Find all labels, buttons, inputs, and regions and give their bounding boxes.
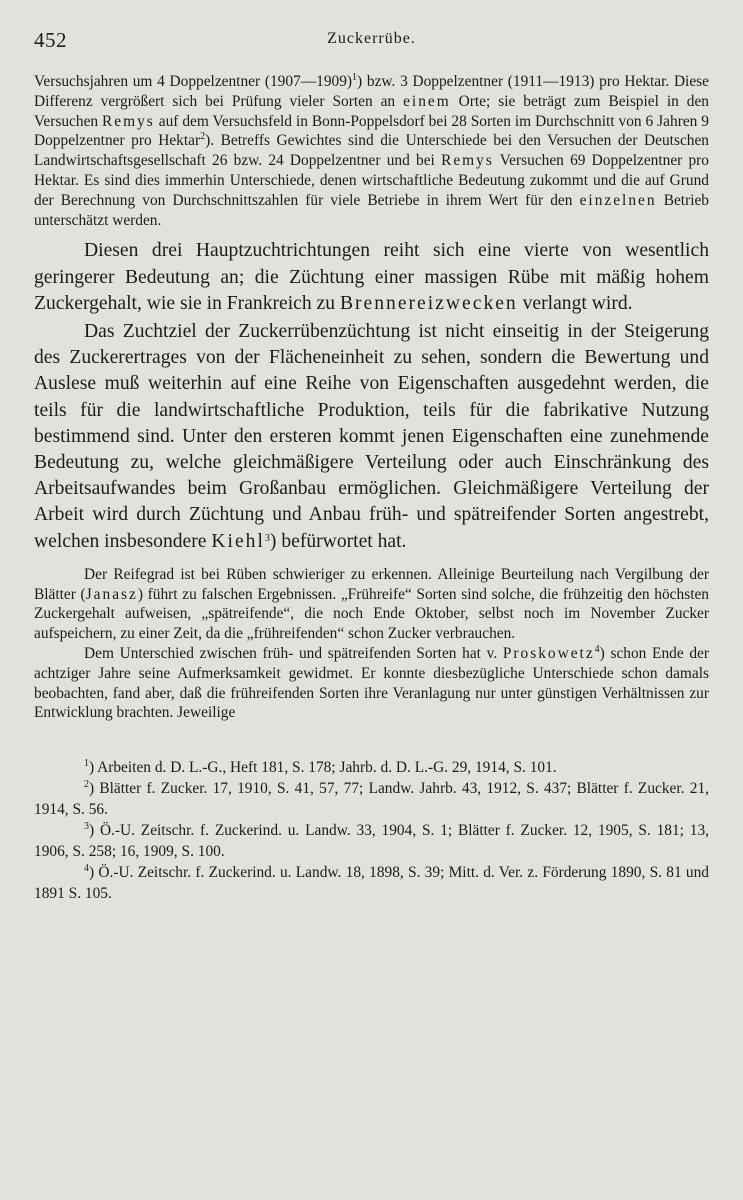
running-title: Zuckerrübe. xyxy=(327,30,416,47)
footnote-text: ) Arbeiten d. D. L.-G., Heft 181, S. 178; Jahrb. d. D. L.-G. 29, 1914, S. 101. xyxy=(89,759,557,777)
footnote-mark: 2 xyxy=(84,779,89,791)
footnote-ref-2: 2 xyxy=(200,131,206,143)
spaced-name-janasz: Janasz xyxy=(85,585,138,603)
paragraph-breeding-goal xyxy=(34,319,709,555)
paragraph-proskowetz xyxy=(34,644,709,723)
spaced-name-proskowetz: Proskowetz xyxy=(502,645,595,662)
text-run: ) befürwortet hat. xyxy=(269,530,407,552)
text-run: Das Zuchtziel der Zuckerrübenzüchtung ist nicht einseitig in der Steigerung des Zuckerertrages von der Flächeneinheit zu sehen, sondern die Bewertung und Auslese muß weiterhin auf eine Reihe von Eigenschaften ausgedehnt werden, die teils für die landwirtschaftliche Produktion, teils für die fabrikative Nutzung bestimmend sind. Unter den ersteren kommt jenen Eigenschaften eine zunehmende Bedeutung zu, welche gleichmäßigere Verteilung oder auch Einschränkung des Arbeitsaufwandes beim Großanbau ermöglichen. Gleichmäßigere Verteilung der Arbeit wird durch Züchtung und Anbau früh- und spätreifender Sorten angestrebt, welchen insbesondere xyxy=(34,320,709,552)
footnote-ref-1: 1 xyxy=(352,72,358,83)
footnote-ref-3: 3 xyxy=(264,532,270,544)
text-run: ). Betreffs Gewichtes sind die Unterschiede bei den Versuchen der Deutschen Landwirtschaftsgesellschaft 26 bzw. 24 Doppelzentner und bei xyxy=(34,132,710,170)
paragraph-ripeness xyxy=(34,565,709,644)
text-run: Der Reifegrad ist bei Rüben schwieriger zu erkennen. Alleinige Beurteilung nach Vergilbung der Blätter ( xyxy=(34,565,709,603)
footnote-1 xyxy=(34,757,709,778)
text-run: verlangt wird. xyxy=(517,292,633,314)
spaced-emphasis: einzelnen xyxy=(579,191,657,209)
spaced-name-kiehl: Kiehl xyxy=(211,530,265,552)
footnote-mark: 1 xyxy=(84,758,89,770)
text-run: Betrieb unterschätzt werden. xyxy=(34,191,709,229)
text-run: auf dem Versuchsfeld in Bonn-Poppelsdorf bei 28 Sorten im Durchschnitt von 6 Jahren 9 Doppelzentner pro Hektar xyxy=(34,112,709,150)
text-run: Versuchen 69 Doppelzentner pro Hektar. Es sind dies immerhin Unterschiede, denen wirtschaftliche Bedeutung zukommt und die auf Grund der Berechnung von Durchschnittszahlen für viele Betriebe in ihrem Wert für den xyxy=(34,152,710,209)
text-run: ) führt zu falschen Ergebnissen. „Frühreife“ Sorten sind solche, die frühzeitig den höchsten Zuckergehalt aufweisen, „spätreifende“, die noch Ende Oktober, selbst noch im November Zucker aufspeichern, zu einer Zeit, da die „frühreifenden“ schon Zucker verbrauchen. xyxy=(34,585,709,643)
footnote-text: ) Ö.-U. Zeitschr. f. Zuckerind. u. Landw. 18, 1898, S. 39; Mitt. d. Ver. z. Förderung 1890, S. 81 und 1891 S. 105. xyxy=(34,864,709,903)
footnote-ref-4: 4 xyxy=(594,644,600,655)
footnote-mark: 3 xyxy=(84,821,89,833)
text-run: Diesen drei Hauptzuchtrichtungen reiht sich eine vierte von wesentlich geringerer Bedeutung an; die Züchtung einer massigen Rübe mit mäßig hohem Zuckergehalt, wie sie in Frankreich zu xyxy=(34,240,709,314)
footnote-mark: 4 xyxy=(84,863,89,875)
footnote-text: ) Blätter f. Zucker. 17, 1910, S. 41, 57, 77; Landw. Jahrb. 43, 1912, S. 437; Blätter f. Zucker. 21, 1914, S. 56. xyxy=(34,780,709,819)
spaced-emphasis: einem xyxy=(403,92,451,110)
footnotes xyxy=(34,757,709,904)
footnote-3 xyxy=(34,820,709,862)
text-run: ) bzw. 3 Doppelzentner (1911—1913) pro Hektar. Diese Differenz vergrößert sich bei Prüfung vieler Sorten an xyxy=(34,73,709,110)
text-run: Orte; sie beträgt zum Beispiel in den Versuchen xyxy=(34,92,709,130)
footnote-2 xyxy=(34,778,709,820)
spaced-name-remys: Remys xyxy=(441,152,494,170)
spaced-name-remys: Remys xyxy=(102,112,155,130)
text-run: Dem Unterschied zwischen früh- und spätreifenden Sorten hat v. xyxy=(84,645,503,662)
paragraph-fourth-direction xyxy=(34,238,709,317)
footnote-text: ) Ö.-U. Zeitschr. f. Zuckerind. u. Landw. 33, 1904, S. 1; Blätter f. Zucker. 12, 1905, S. 181; 13, 1906, S. 258; 16, 1909, S. 100. xyxy=(34,822,709,861)
footnote-4 xyxy=(34,862,709,904)
page-header xyxy=(34,26,709,52)
page-number: 452 xyxy=(34,28,67,52)
spaced-emphasis: Brennereizwecken xyxy=(339,292,518,314)
text-run: ) schon Ende der achtziger Jahre seine Aufmerksamkeit gewidmet. Er konnte diesbezügliche Unterschiede schon damals beobachten, fand aber, daß die frühreifenden Sorten ihre Veranlagung nur unter günstigen Verhältnissen zur Entwicklung brachten. Jeweilige xyxy=(34,645,709,722)
text-run: Versuchsjahren um 4 Doppelzentner (1907—1909) xyxy=(34,73,353,90)
paragraph-variety-trials xyxy=(34,72,709,230)
